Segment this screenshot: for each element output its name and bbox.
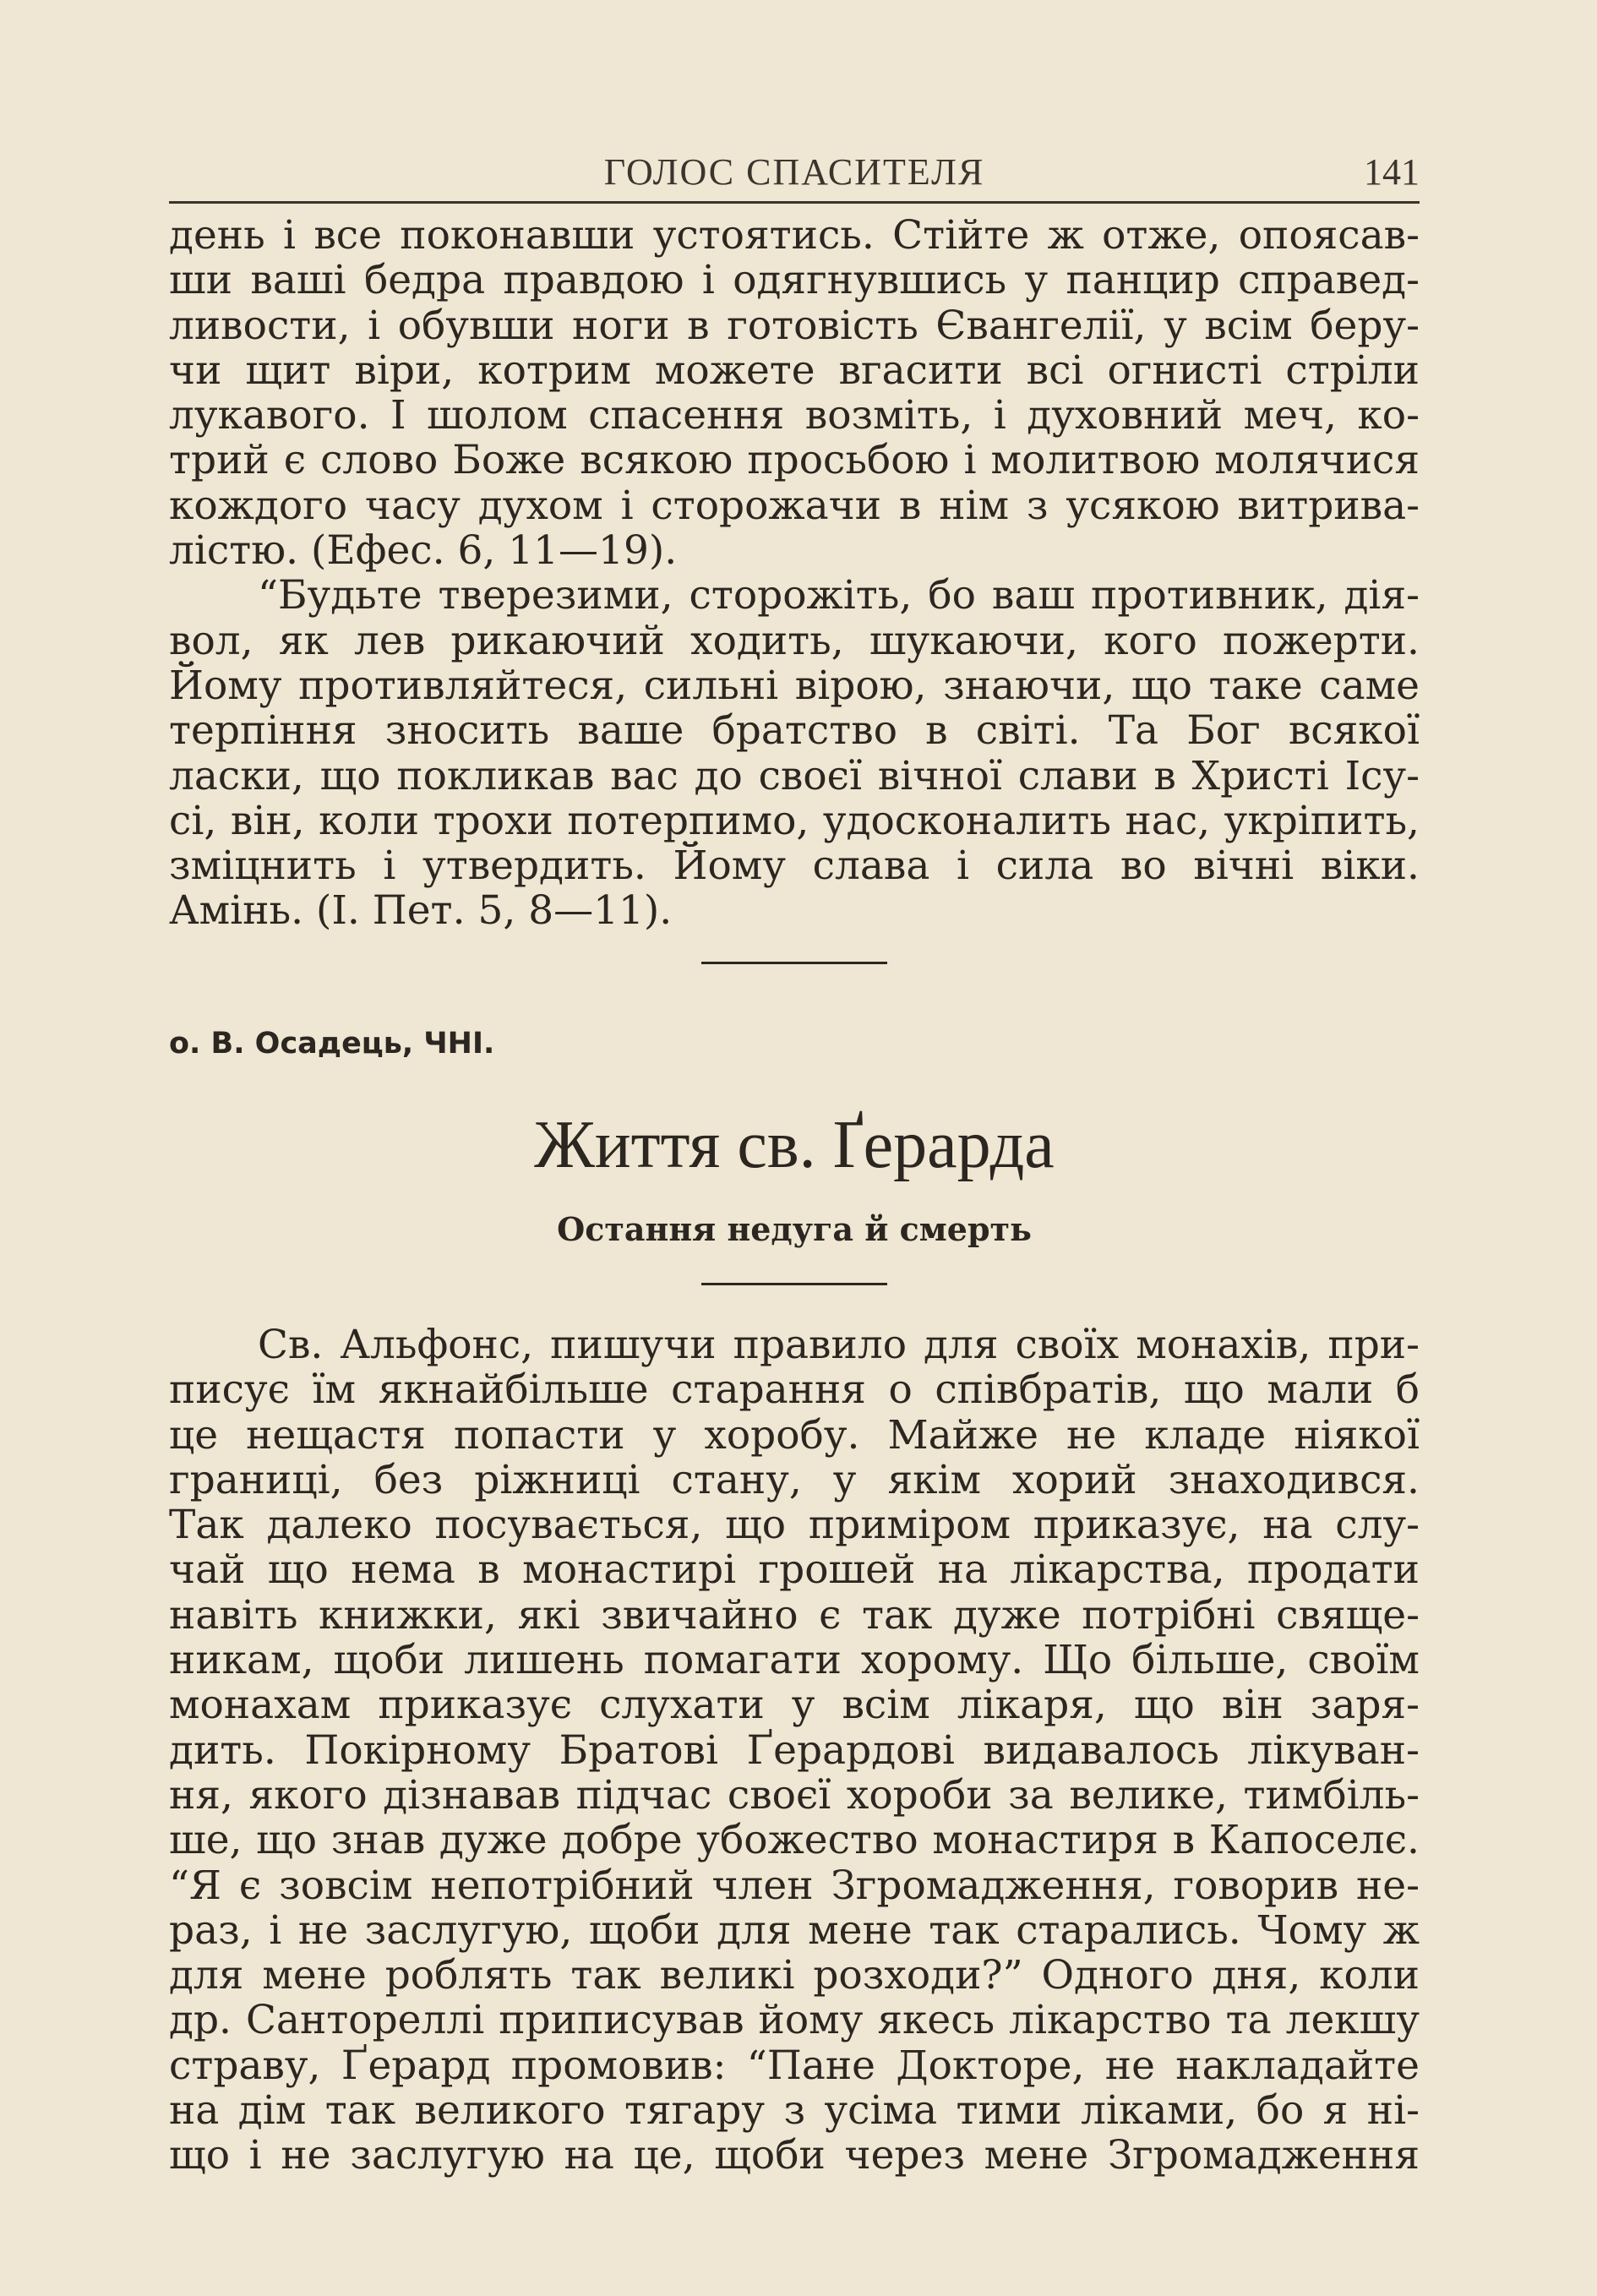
- text-line: ливости, і обувши ноги в готовість Євангелії, у всім беру-: [169, 302, 1420, 349]
- running-title: ГОЛОС СПАСИТЕЛЯ: [603, 151, 985, 193]
- title-divider: [701, 1283, 887, 1285]
- text-line: що і не заслугую на це, щоби через мене Згромадження: [169, 2132, 1420, 2179]
- text-line: Йому противляйтеся, сильні вірою, знаючи, що таке саме: [169, 662, 1420, 709]
- article-author: о. В. Осадець, ЧНІ.: [169, 1027, 495, 1061]
- text-line: никам, щоби лишень помагати хорому. Що більше, своїм: [169, 1637, 1420, 1684]
- article-subtitle: Остання недуга й смерть: [557, 1210, 1032, 1248]
- text-line: Амінь. (I. Пет. 5, 8—11).: [169, 887, 673, 935]
- text-line: ня, якого дізнавав підчас своєї хороби за велике, тимбіль-: [169, 1771, 1420, 1819]
- paragraph-ephesians: [169, 213, 1420, 573]
- text-line: чай що нема в монастирі грошей на лікарства, продати: [169, 1546, 1420, 1594]
- text-line: трий є слово Боже всякою просьбою і молитвою молячися: [169, 437, 1420, 484]
- text-line: терпіння зносить ваше братство в світі. Та Бог всякої: [169, 707, 1420, 755]
- text-line: кождого часу духом і сторожачи в нім з усякою витрива-: [169, 482, 1420, 529]
- text-line: Так далеко посувається, що приміром приказує, на слу-: [169, 1502, 1420, 1549]
- header-rule: [169, 201, 1420, 204]
- text-line: раз, і не заслугую, щоби для мене так старались. Чому ж: [169, 1906, 1420, 1954]
- text-line: лукавого. І шолом спасення возміть, і духовний меч, ко-: [169, 392, 1420, 439]
- text-line: др. Сантореллі приписував йому якесь лікарство та лекшу: [169, 1997, 1420, 2044]
- text-line: “Будьте тверезими, сторожіть, бо ваш противник, дія-: [258, 572, 1420, 619]
- text-line: лістю. (Ефес. 6, 11—19).: [169, 527, 678, 575]
- page-number: 141: [1364, 151, 1420, 193]
- text-line: це нещастя попасти у хоробу. Майже не кладе ніякої: [169, 1411, 1420, 1459]
- text-line: для мене роблять так великі розходи?” Одного дня, коли: [169, 1952, 1420, 1999]
- text-line: границі, без ріжниці стану, у якім хорий знаходився.: [169, 1456, 1420, 1503]
- paragraph-peter: [169, 573, 1420, 933]
- text-line: чи щит віри, котрим можете вгасити всі огнисті стріли: [169, 346, 1420, 394]
- text-line: “Я є зовсім непотрібний член Згромадження, говорив не-: [169, 1862, 1420, 1909]
- text-line: Св. Альфонс, пишучи правило для своїх монахів, при-: [258, 1322, 1420, 1368]
- text-line: навіть книжки, які звичайно є так дуже потрібні свяще-: [169, 1591, 1420, 1639]
- text-line: ше, що знав дуже добре убожество монастиря в Капоселє.: [169, 1817, 1420, 1864]
- text-line: зміцнить і утвердить. Йому слава і сила во вічні віки.: [169, 843, 1420, 890]
- page-header: [169, 150, 1420, 201]
- text-line: страву, Ґерард промовив: “Пане Докторе, не накладайте: [169, 2042, 1420, 2089]
- article-body: [169, 1323, 1420, 2179]
- text-line: сі, він, коли трохи потерпимо, удосконалить нас, укріпить,: [169, 797, 1420, 844]
- text-line: дить. Покірному Братові Ґерардові видавалось лікуван-: [169, 1726, 1420, 1774]
- text-line: день і все поконавши устоятись. Стійте ж отже, опоясав-: [169, 212, 1420, 259]
- article-title: Життя св. Ґерарда: [534, 1108, 1055, 1182]
- text-line: писує їм якнайбільше старання о співбратів, що мали б: [169, 1366, 1420, 1414]
- text-line: ши ваші бедра правдою і одягнувшись у панцир справед-: [169, 257, 1420, 304]
- section-divider: [701, 962, 887, 964]
- text-line: на дім так великого тягару з усіма тими ліками, бо я ні-: [169, 2087, 1420, 2135]
- text-line: ласки, що покликав вас до своєї вічної слави в Христі Ісу-: [169, 752, 1420, 799]
- text-line: вол, як лев рикаючий ходить, шукаючи, кого пожерти.: [169, 617, 1420, 664]
- scripture-quote-block: [169, 213, 1420, 934]
- text-line: монахам приказує слухати у всім лікаря, що він заря-: [169, 1682, 1420, 1729]
